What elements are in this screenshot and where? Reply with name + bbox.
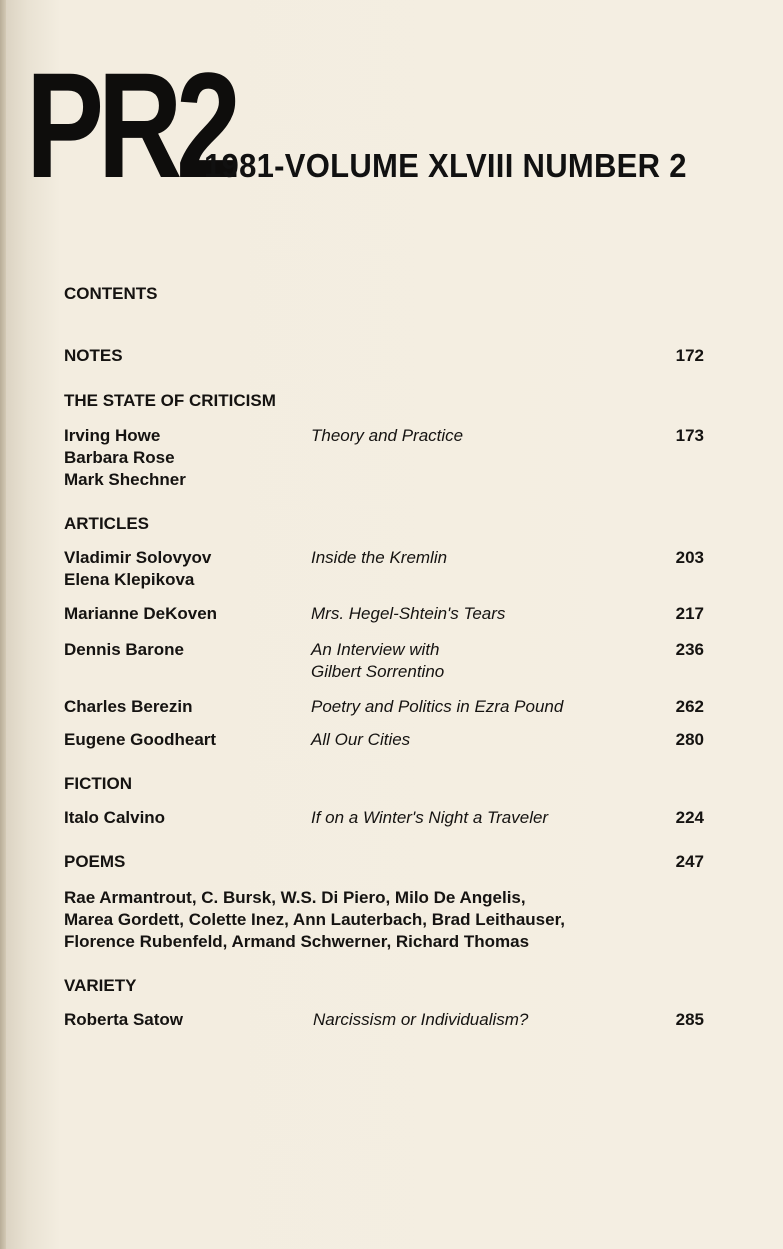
notes-page: 172: [675, 346, 704, 365]
entry-page: 173: [675, 426, 704, 445]
journal-logo: PR2: [26, 55, 235, 195]
author: Barbara Rose: [64, 448, 175, 467]
poets-line: Marea Gordett, Colette Inez, Ann Lauterbach, Brad Leithauser,: [64, 910, 565, 929]
volume-line: 1981-VOLUME XLVIII NUMBER 2: [204, 147, 687, 184]
author: Irving Howe: [64, 426, 161, 445]
author: Italo Calvino: [64, 808, 166, 827]
entry-page: 285: [675, 1010, 704, 1029]
author: Elena Klepikova: [64, 570, 195, 589]
section-poems: POEMS: [64, 852, 126, 871]
entry-title: Mrs. Hegel-Shtein's Tears: [311, 604, 506, 623]
entry-title: If on a Winter's Night a Traveler: [311, 808, 549, 827]
section-fiction: FICTION: [64, 774, 132, 793]
entry-title: Narcissism or Individualism?: [313, 1010, 529, 1029]
entry-title-continued: Gilbert Sorrentino: [311, 662, 445, 681]
contents-heading: CONTENTS: [64, 284, 158, 303]
entry-title: All Our Cities: [311, 730, 411, 749]
author: Charles Berezin: [64, 697, 193, 716]
masthead: [26, 55, 783, 195]
entry-title: Inside the Kremlin: [311, 548, 448, 567]
section-articles: ARTICLES: [64, 514, 149, 533]
entry-title: An Interview with: [311, 640, 440, 659]
entry-page: 217: [675, 604, 704, 623]
poets-line: Florence Rubenfeld, Armand Schwerner, Richard Thomas: [64, 932, 530, 951]
author: Marianne DeKoven: [64, 604, 218, 623]
author: Roberta Satow: [64, 1010, 184, 1029]
author: Dennis Barone: [64, 640, 184, 659]
entry-page: 203: [675, 548, 704, 567]
author: Eugene Goodheart: [64, 730, 217, 749]
entry-title: Theory and Practice: [311, 426, 464, 445]
author: Vladimir Solovyov: [64, 548, 212, 567]
author: Mark Shechner: [64, 470, 186, 489]
entry-page: 280: [675, 730, 704, 749]
section-notes: NOTES: [64, 346, 123, 365]
entry-title: Poetry and Politics in Ezra Pound: [311, 697, 564, 716]
binding-spine: [0, 0, 6, 1249]
entry-page: 224: [675, 808, 704, 827]
poets-line: Rae Armantrout, C. Bursk, W.S. Di Piero, Milo De Angelis,: [64, 888, 526, 907]
poems-page: 247: [675, 852, 704, 871]
entry-page: 236: [675, 640, 704, 659]
entry-page: 262: [675, 697, 704, 716]
section-variety: VARIETY: [64, 976, 137, 995]
section-state-of-criticism: THE STATE OF CRITICISM: [64, 391, 276, 410]
